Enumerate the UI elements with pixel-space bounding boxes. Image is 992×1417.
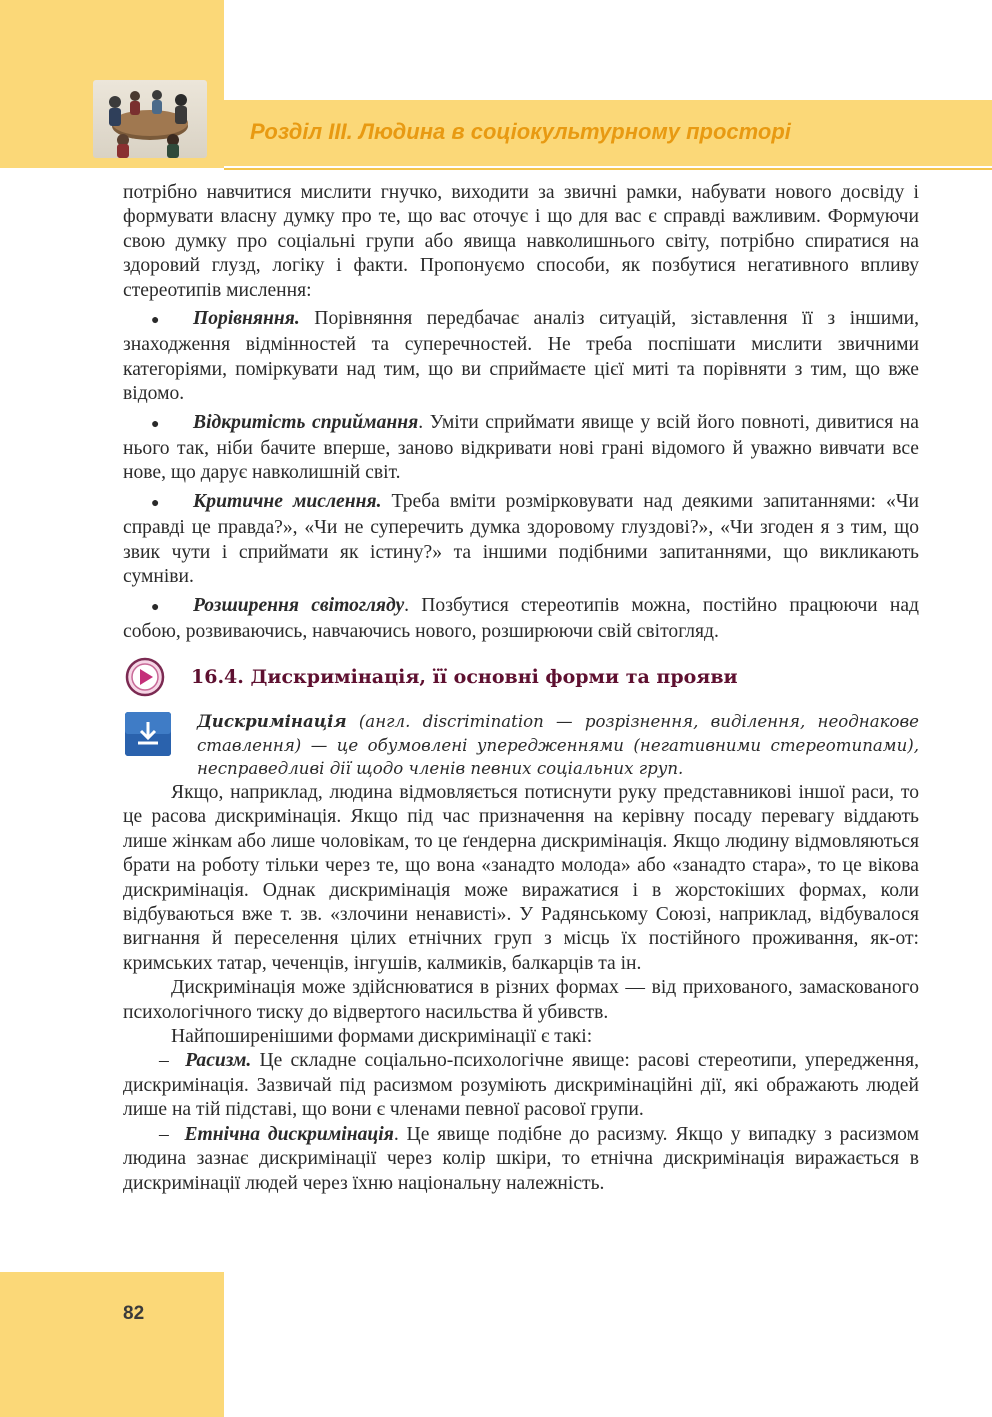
footer-color-band (0, 1272, 224, 1417)
bullet-term: Критичне мислення. (193, 490, 382, 512)
bullet-icon: ● (151, 599, 160, 615)
list-item (123, 411, 919, 486)
bullet-term: Відкритість сприймання (193, 411, 419, 433)
list-item (123, 307, 919, 407)
bullet-text: Треба вміти розмірковувати над деякими запитаннями: «Чи справді це правда?», «Чи не суперечить думка здоровому глуздові?», «Чи згоден я з тим, що звик чути і сприймати як істину?» та іншими подібними запитаннями, що викликають сумніви. (123, 490, 919, 588)
page-number: 82 (123, 1303, 145, 1324)
body-section (123, 781, 919, 1196)
section-title: 16.4. Дискримінація, її основні форми та прояви (191, 666, 738, 688)
body-paragraph: Найпоширенішими формами дискримінації є такі: (171, 1026, 593, 1048)
bullet-term: Розширення світогляду (193, 594, 405, 616)
form-term: Расизм. (185, 1050, 252, 1072)
bullet-text: . Позбутися стереотипів можна, постійно працюючи над собою, розвиваючись, навчаючись нового, розширюючи свій світогляд. (123, 594, 920, 642)
download-icon (125, 712, 171, 756)
bullet-text: . Уміти сприймати явище у всій його повноті, дивитися на нього так, ніби бачите вперше, заново відкривати нові грані відомого й уважно вивчати все нове, що дарує навколишній світ. (123, 411, 919, 484)
dash-marker: – (159, 1050, 169, 1072)
chapter-title: Розділ III. Людина в соціокультурному просторі (250, 119, 791, 144)
form-term: Етнічна дискримінація (184, 1123, 394, 1145)
list-item (123, 490, 919, 590)
definition-text (197, 710, 919, 781)
bullet-icon: ● (151, 313, 160, 329)
body-paragraph: Дискримінація може здійснюватися в різних формах — від прихованого, замаскованого психологічного тиску до відвертого насильства й убивств. (123, 977, 919, 1023)
bullet-text: Порівняння передбачає аналіз ситуацій, зіставлення її з іншими, знаходження відмінностей та суперечностей. Не треба поспішати мислити звичними категоріями, поміркувати над тим, що ви сприймаєте цієї миті та порівняти з тим, що вже відомо. (123, 308, 919, 405)
list-item (123, 594, 919, 645)
body-paragraph: Якщо, наприклад, людина відмовляється потиснути руку представникові іншої раси, то це расова дискримінація. Якщо під час призначення на керівну посаду перевагу віддають лише жінкам або лише чоловікам, то це ґендерна дискримінація. Якщо людину відмовляються брати на роботу тільки через те, що вона «занадто молода» або «занадто стара», то це вікова дискримінація. Однак дискримінація може виражатися і в жорстокіших формах, коли відбуваються вже т. зв. «злочини ненависті». У Радянському Союзі, наприклад, відбувалося вигнання й переселення цілих етнічних груп з місць їх постійного проживання, як-от: кримських татар, чеченців, інгушів, калмиків, балкарців та ін. (123, 782, 919, 974)
intro-paragraph: потрібно навчитися мислити гнучко, виходити за звичні рамки, набувати нового досвіду і формувати власну думку про те, що вас оточує і що для вас є справді важливим. Формуючи свою думку про соціальні групи або явища навколишнього світу, потрібно спиратися на здоровий глузд, логіку і факти. Пропонуємо способи, як позбутися негативного впливу стереотипів мислення: (123, 182, 919, 301)
definition-term: Дискримінація (197, 711, 347, 731)
form-text: . Це явище подібне до расизму. Якщо у випадку з расизмом людина зазнає дискримінації через колір шкіри, то етнічна дискримінація виражається в дискримінації людей через їхню національну належність. (123, 1123, 920, 1194)
list-item (123, 1049, 919, 1122)
bullet-icon: ● (151, 416, 160, 432)
bullet-term: Порівняння. (193, 308, 300, 330)
definition-body: (англ. discrimination — розрізнення, виділення, неоднакове ставлення) — це обумовлені упередженнями (негативними стереотипами), несправедливі дії щодо членів певних соціальних груп. (197, 712, 919, 779)
dash-marker: – (159, 1123, 169, 1145)
list-item (123, 1123, 919, 1196)
chapter-illustration (93, 80, 207, 158)
form-text: Це складне соціально-психологічне явище: расові стереотипи, упередження, дискримінація. Зазвичай під расизмом розуміють дискримінаційні дії, які ображають людей лише на тій підставі, що вони є членами певної расової групи. (123, 1050, 920, 1121)
section-heading (123, 652, 919, 704)
header-divider (224, 168, 992, 170)
intro-section (123, 181, 919, 644)
play-icon (123, 657, 167, 697)
bullet-icon: ● (151, 495, 160, 511)
definition-block (125, 710, 919, 780)
